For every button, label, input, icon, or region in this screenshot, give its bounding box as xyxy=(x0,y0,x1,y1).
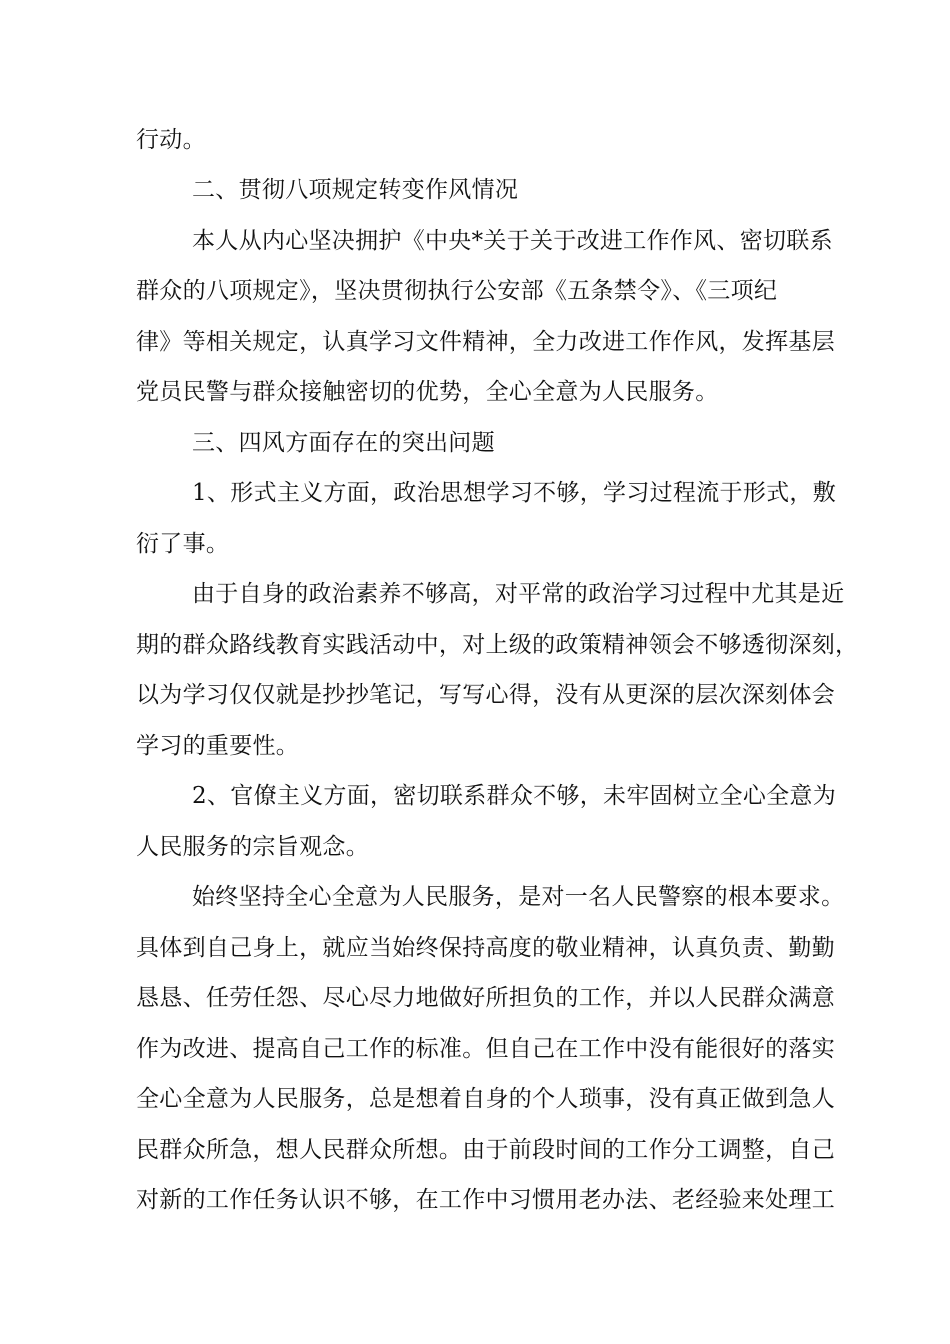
paragraph-line: 党员民警与群众接触密切的优势，全心全意为人民服务。 xyxy=(136,379,719,405)
paragraph-line: 作为改进、提高自己工作的标准。但自己在工作中没有能很好的落实 xyxy=(136,1036,835,1062)
paragraph-line: 始终坚持全心全意为人民服务，是对一名人民警察的根本要求。 xyxy=(192,884,845,910)
section-heading: 三、四风方面存在的突出问题 xyxy=(192,430,495,456)
paragraph-line: 律》等相关规定，认真学习文件精神，全力改进工作作风，发挥基层 xyxy=(136,329,835,355)
paragraph-line: 以为学习仅仅就是抄抄笔记，写写心得，没有从更深的层次深刻体会 xyxy=(136,682,835,708)
subheading-line: 衍了事。 xyxy=(136,531,230,557)
paragraph-line: 对新的工作任务认识不够，在工作中习惯用老办法、老经验来处理工 xyxy=(136,1187,835,1213)
paragraph-line: 全心全意为人民服务，总是想着自身的个人琐事，没有真正做到急人 xyxy=(136,1086,835,1112)
subheading-line: 人民服务的宗旨观念。 xyxy=(136,834,369,860)
subheading-line: 2、官僚主义方面，密切联系群众不够，未牢固树立全心全意为 xyxy=(192,783,837,809)
paragraph-line: 具体到自己身上，就应当始终保持高度的敬业精神，认真负责、勤勤 xyxy=(136,935,835,961)
paragraph-line: 期的群众路线教育实践活动中，对上级的政策精神领会不够透彻深刻， xyxy=(136,632,859,658)
paragraph-line: 由于自身的政治素养不够高，对平常的政治学习过程中尤其是近 xyxy=(192,581,845,607)
paragraph-line: 本人从内心坚决拥护《中央*关于关于改进工作作风、密切联系 xyxy=(192,228,833,254)
paragraph-line: 群众的八项规定》，坚决贯彻执行公安部《五条禁令》、《三项纪 xyxy=(136,278,778,304)
paragraph-line: 民群众所急，想人民群众所想。由于前段时间的工作分工调整，自己 xyxy=(136,1137,835,1163)
subheading-line: 1、形式主义方面，政治思想学习不够，学习过程流于形式，敷 xyxy=(192,480,837,506)
paragraph-line: 行动。 xyxy=(136,127,206,153)
paragraph-line: 学习的重要性。 xyxy=(136,733,300,759)
section-heading: 二、贯彻八项规定转变作风情况 xyxy=(192,177,519,203)
paragraph-line: 恳恳、任劳任怨、尽心尽力地做好所担负的工作，并以人民群众满意 xyxy=(136,985,835,1011)
